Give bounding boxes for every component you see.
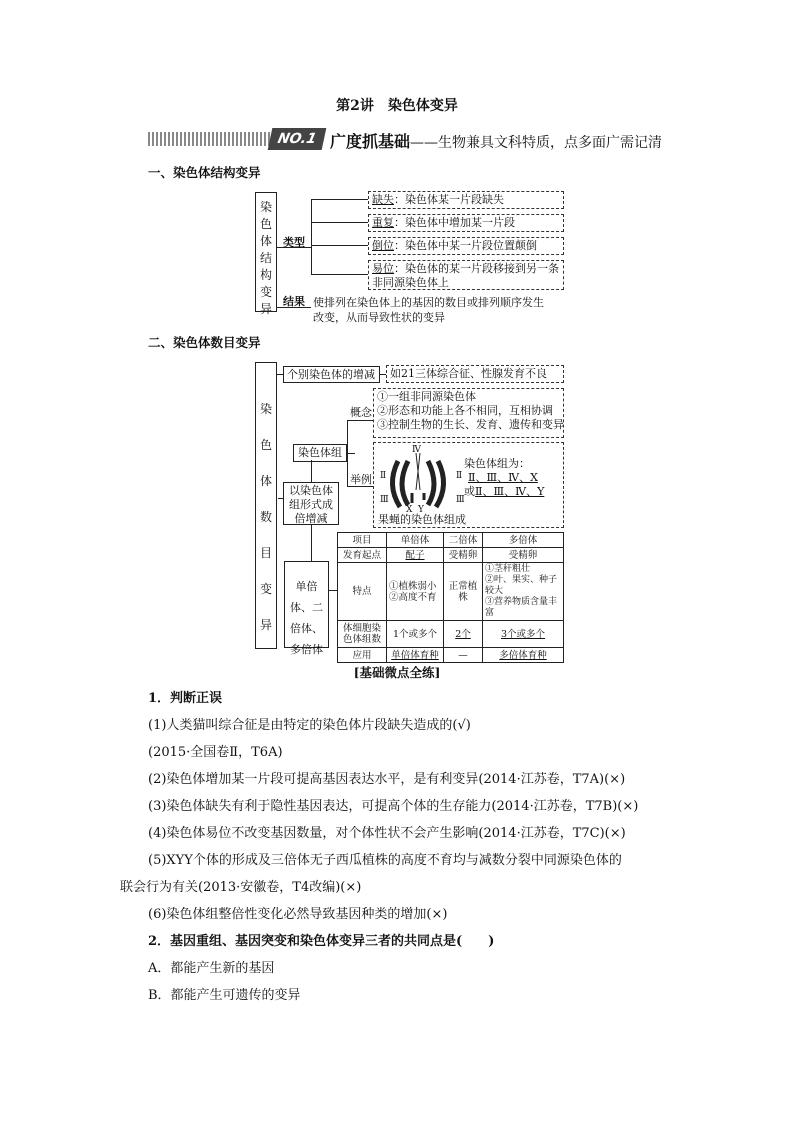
type-desc: ：染色体中某一片段位置颠倒 <box>394 239 537 252</box>
connector <box>311 199 368 200</box>
table-cell: 受精卵 <box>444 548 483 563</box>
type-desc: ：染色体中增加某一片段 <box>394 216 515 229</box>
section1-heading: 一、染色体结构变异 <box>148 165 261 180</box>
table-header-row <box>338 533 564 548</box>
banner-number-badge: NO.1 <box>268 128 327 150</box>
structure-root-text: 染色体结构变异 <box>260 200 273 316</box>
table-cell: 受精卵 <box>483 548 564 563</box>
result-line1: 使排列在染色体上的基因的数目或排列顺序发生 <box>313 296 544 309</box>
table-cell: 发育起点 <box>338 548 387 563</box>
type-deletion <box>368 191 564 209</box>
label-III-2: Ⅲ <box>456 495 465 505</box>
judge-item: (3)染色体缺失有利于隐性基因表达，可提高个体的生存能力(2014·江苏卷，T7B)(×) <box>148 799 639 814</box>
judge-item: (1)人类猫叫综合征是由特定的染色体片段缺失造成的(√) <box>148 718 471 733</box>
table-header: 项目 <box>338 533 387 548</box>
individual-example: 如21三体综合征、性腺发育不良 <box>386 365 564 383</box>
label-Y: Y <box>418 505 424 515</box>
label-II-2: Ⅱ <box>456 471 463 481</box>
number-root-box <box>255 362 277 649</box>
ploidy-table <box>337 532 564 663</box>
judge-item-continued: 联会行为有关(2013·安徽卷，T4改编)(×) <box>120 880 362 895</box>
ploidy-box: 单倍体、二倍体、多倍体 <box>284 561 329 648</box>
type-name: 易位 <box>372 262 394 275</box>
option-b: B．都能产生可遗传的变异 <box>148 988 301 1003</box>
connector <box>347 420 373 421</box>
judge-item: (6)染色体组整倍性变化必然导致基因种类的增加(×) <box>148 907 448 922</box>
option-a: A．都能产生新的基因 <box>148 961 275 976</box>
table-header: 多倍体 <box>483 533 564 548</box>
label-X: X <box>406 505 413 515</box>
banner-title: 广度抓基础 <box>330 132 411 151</box>
table-row <box>338 621 564 648</box>
concept-box <box>373 388 564 438</box>
table-cell: 应用 <box>338 648 387 663</box>
connector <box>311 245 368 246</box>
individual-box: 个别染色体的增减 <box>283 366 380 383</box>
table-cell: 体细胞染色体组数 <box>338 621 387 648</box>
question-2: 2．基因重组、基因突变和染色体变异三者的共同点是( ) <box>148 934 495 949</box>
table-cell: ①植株弱小 ②高度不育 <box>387 563 444 621</box>
connector <box>347 453 355 454</box>
example-label: 举例 <box>350 473 372 486</box>
table-cell: 单倍体育种 <box>387 648 444 663</box>
banner-heading <box>330 129 662 152</box>
concept-item: ②形态和功能上各不相同，互相协调 <box>377 404 553 417</box>
judge-item: (4)染色体易位不改变基因数量，对个体性状不会产生影响(2014·江苏卷，T7C)(×) <box>148 826 626 841</box>
fly-caption: 果蝇的染色体组成 <box>378 513 466 526</box>
judge-item: (5)XYY个体的形成及三倍体无子西瓜植株的高度不育均与减数分裂中同源染色体的 <box>148 853 622 868</box>
label-II: Ⅱ <box>380 471 387 481</box>
structure-root-label <box>256 199 276 318</box>
set-composition <box>464 457 544 499</box>
type-inversion <box>368 237 564 255</box>
table-cell: 3个或多个 <box>483 621 564 648</box>
table-row <box>338 548 564 563</box>
structure-root-box <box>255 192 277 316</box>
banner-dots <box>148 132 270 146</box>
connector <box>347 420 348 486</box>
table-cell: 特点 <box>338 563 387 621</box>
type-name: 重复 <box>372 216 394 229</box>
table-row <box>338 563 564 621</box>
table-cell: 2个 <box>444 621 483 648</box>
table-cell: 正常植株 <box>444 563 483 621</box>
page-title: 第2讲 染色体变异 <box>336 98 458 114</box>
type-translocation <box>368 260 564 290</box>
banner-subtitle: ——生物兼具文科特质，点多面广需记清 <box>410 135 663 151</box>
practice-heading: [基础微点全练] <box>353 665 441 680</box>
label-III: Ⅲ <box>380 495 389 505</box>
type-desc: ：染色体的某一片段移接到另一条非同源染色体上 <box>372 262 559 289</box>
type-desc: ：染色体某一片段缺失 <box>394 193 504 206</box>
connector <box>311 460 312 482</box>
judge-item: (2)染色体增加某一片段可提高基因表达水平，是有利变异(2014·江苏卷，T7A)(×) <box>148 772 626 787</box>
section2-heading: 二、染色体数目变异 <box>148 335 261 350</box>
table-cell: 多倍体育种 <box>483 648 564 663</box>
chromosome-set-box: 染色体组 <box>293 444 347 462</box>
connector <box>311 222 368 223</box>
concept-item: ①一组非同源染色体 <box>377 390 476 403</box>
question-1: 1．判断正误 <box>148 691 223 706</box>
table-cell: 1个或多个 <box>387 621 444 648</box>
connector <box>311 525 312 561</box>
concept-item: ③控制生物的生长、发育、遗传和变异 <box>377 418 564 431</box>
type-duplication <box>368 214 564 232</box>
connector <box>329 590 337 591</box>
table-cell: — <box>444 648 483 663</box>
connector <box>311 199 312 275</box>
result-line2: 改变，从而导致性状的变异 <box>313 311 445 324</box>
set-or: 或 <box>464 485 475 498</box>
table-cell: ①茎秆粗壮 ②叶、果实、种子较大 ③营养物质含量丰富 <box>483 563 564 621</box>
table-cell: 配子 <box>387 548 444 563</box>
set-option-2: Ⅱ、Ⅲ、Ⅳ、Y <box>475 485 545 498</box>
result-label: 结果 <box>283 295 305 308</box>
table-row <box>338 648 564 663</box>
type-name: 倒位 <box>372 239 394 252</box>
type-name: 缺失 <box>372 193 394 206</box>
set-change-box: 以染色体组形式成倍增减 <box>283 482 339 525</box>
example-box <box>373 442 564 528</box>
set-option-1: Ⅱ、Ⅲ、Ⅳ、X <box>468 471 538 484</box>
label-IV: Ⅳ <box>412 445 421 455</box>
table-header: 二倍体 <box>444 533 483 548</box>
table-header: 单倍体 <box>387 533 444 548</box>
set-is-label: 染色体组为： <box>464 457 530 470</box>
concept-label: 概念 <box>350 406 372 419</box>
judge-item-source: (2015·全国卷Ⅱ，T6A) <box>148 745 283 760</box>
type-label: 类型 <box>283 236 305 249</box>
number-root-text: 染色体数目变异 <box>260 402 273 632</box>
connector <box>311 274 368 275</box>
